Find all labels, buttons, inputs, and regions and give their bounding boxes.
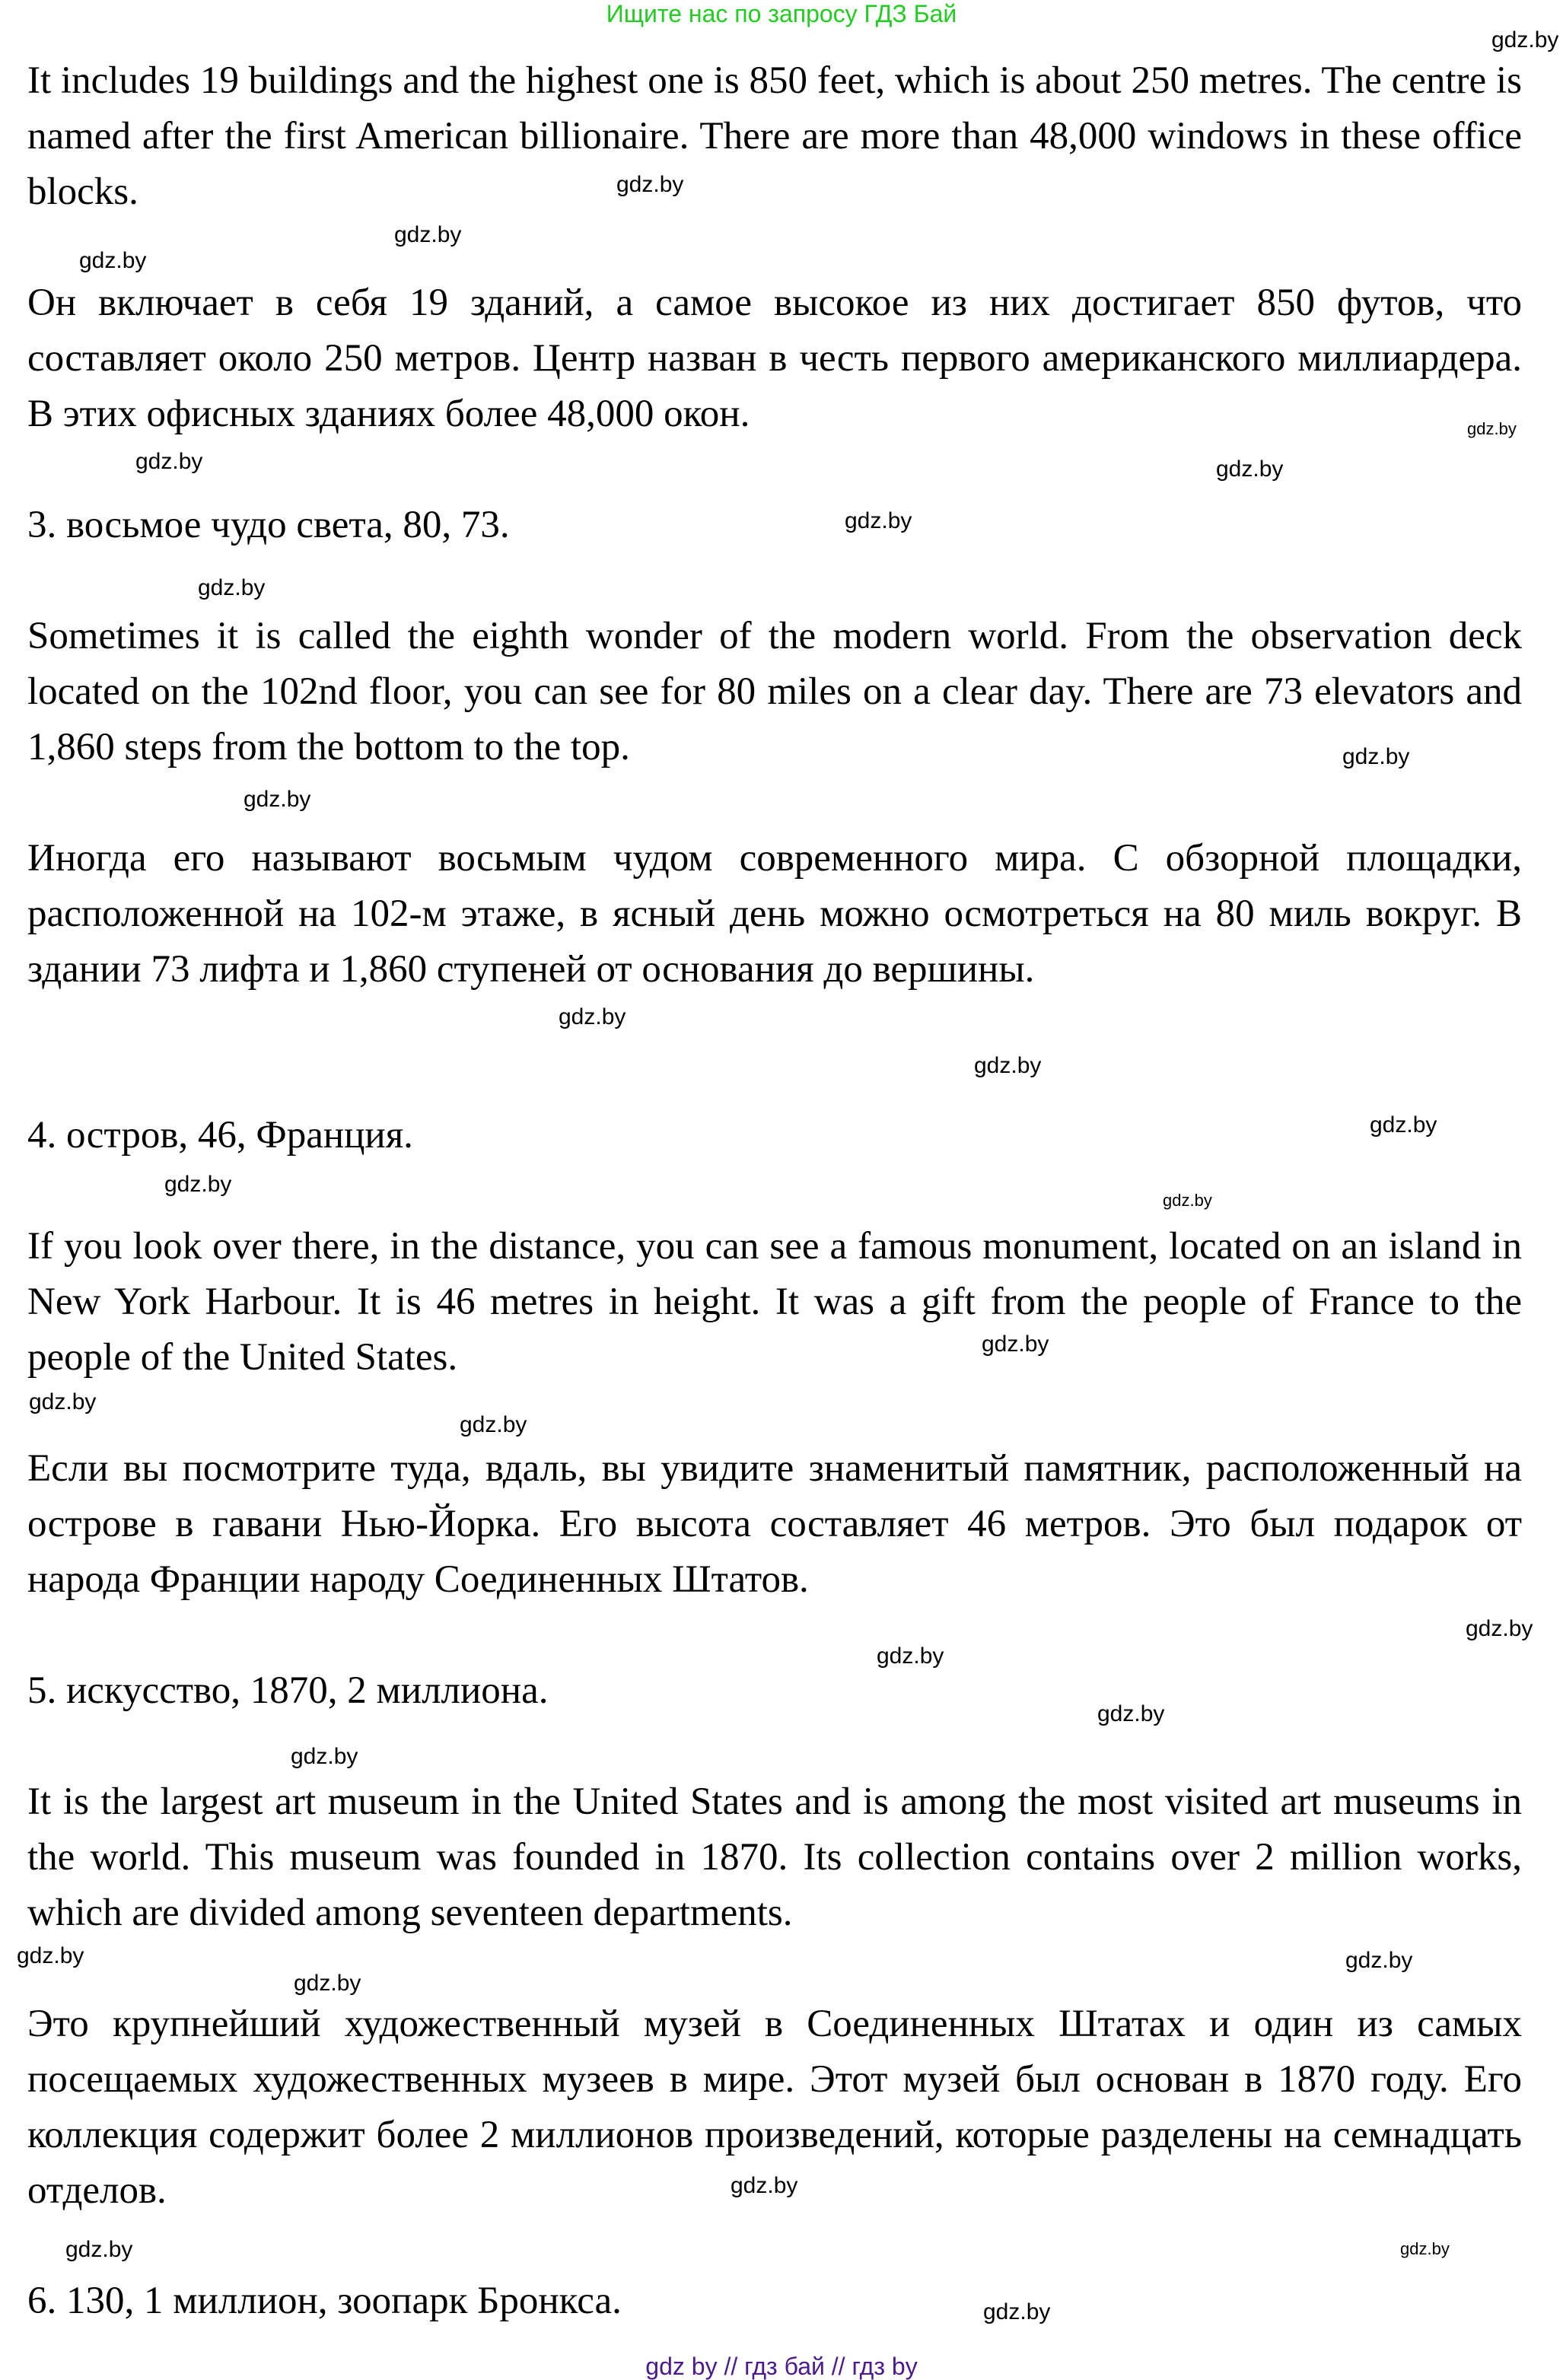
watermark: gdz.by: [731, 2173, 798, 2198]
search-banner: Ищите нас по запросу ГДЗ Бай: [606, 0, 957, 27]
paragraph-english-5: It is the largest art museum in the United States and is among the most visited art museums in the world. This museum was founded in 1870. Its collection contains over 2 million works, which are divided among seventeen departments.: [27, 1780, 1522, 1934]
watermark: gdz.by: [845, 508, 912, 533]
watermark: gdz.by: [1342, 744, 1410, 769]
watermark: gdz.by: [559, 1004, 626, 1029]
watermark: gdz.by: [29, 1389, 97, 1414]
watermark: gdz.by: [983, 2299, 1051, 2324]
watermark: gdz.by: [877, 1643, 944, 1669]
footer-banner: gdz by // гдз бай // гдз by: [645, 2353, 918, 2380]
paragraph-russian-4: Если вы посмотрите туда, вдаль, вы увидите знаменитый памятник, расположенный на острове в гавани Нью-Йорка. Его высота составляет 46 метров. Это был подарок от народа Франции народу Соединенных Штатов.: [27, 1447, 1522, 1601]
watermark: gdz.by: [394, 222, 462, 247]
watermark: gdz.by: [1467, 419, 1517, 438]
watermark: gdz.by: [79, 248, 147, 273]
paragraph-english-1: It includes 19 buildings and the highest one is 850 feet, which is about 250 metres. The centre is named after the first American billionaire. There are more than 48,000 windows in these office blocks.: [27, 59, 1522, 213]
watermark: gdz.by: [616, 172, 684, 197]
paragraph-russian-1: Он включает в себя 19 зданий, а самое высокое из них достигает 850 футов, что составляет около 250 метров. Центр назван в честь первого американского миллиардера. В этих офисных зданиях более 48,000 окон.: [27, 282, 1522, 435]
watermark: gdz.by: [198, 575, 266, 600]
watermark: gdz.by: [294, 1971, 361, 1996]
watermark: gdz.by: [1491, 27, 1559, 52]
answer-5: 5. искусство, 1870, 2 миллиона.: [27, 1669, 549, 1712]
answer-3: 3. восьмое чудо света, 80, 73.: [27, 504, 510, 546]
paragraph-russian-3: Иногда его называют восьмым чудом современного мира. С обзорной площадки, расположенной на 102-м этаже, в ясный день можно осмотреться на 80 миль вокруг. В здании 73 лифта и 1,860 ступеней от основания до вершины.: [27, 837, 1522, 991]
watermark: gdz.by: [135, 449, 203, 474]
watermark: gdz.by: [164, 1172, 232, 1197]
watermark: gdz.by: [1097, 1701, 1165, 1726]
watermark: gdz.by: [1400, 2239, 1450, 2258]
answer-4: 4. остров, 46, Франция.: [27, 1114, 413, 1157]
watermark: gdz.by: [460, 1412, 527, 1437]
watermark: gdz.by: [1370, 1112, 1437, 1138]
answer-6: 6. 130, 1 миллион, зоопарк Бронкса.: [27, 2280, 622, 2322]
watermark: gdz.by: [17, 1943, 84, 1968]
paragraph-russian-5: Это крупнейший художественный музей в Соединенных Штатах и один из самых посещаемых художественных музеев в мире. Этот музей был основан в 1870 году. Его коллекция содержит более 2 миллионов произведений, которые разделены на семнадцать отделов.: [27, 2003, 1522, 2212]
watermark: gdz.by: [65, 2237, 133, 2262]
watermark: gdz.by: [1163, 1191, 1212, 1210]
watermark: gdz.by: [291, 1744, 358, 1769]
watermark: gdz.by: [1216, 457, 1284, 482]
paragraph-english-4: If you look over there, in the distance, you can see a famous monument, located on an island in New York Harbour. It is 46 metres in height. It was a gift from the people of France to the people of the United States.: [27, 1225, 1522, 1379]
watermark: gdz.by: [244, 787, 311, 812]
watermark: gdz.by: [974, 1053, 1042, 1078]
watermark: gdz.by: [1345, 1948, 1413, 1973]
paragraph-english-3: Sometimes it is called the eighth wonder of the modern world. From the observation deck located on the 102nd floor, you can see for 80 miles on a clear day. There are 73 elevators and 1,860 steps from the bottom to the top.: [27, 615, 1522, 768]
watermark: gdz.by: [1466, 1616, 1533, 1641]
watermark: gdz.by: [982, 1332, 1049, 1357]
